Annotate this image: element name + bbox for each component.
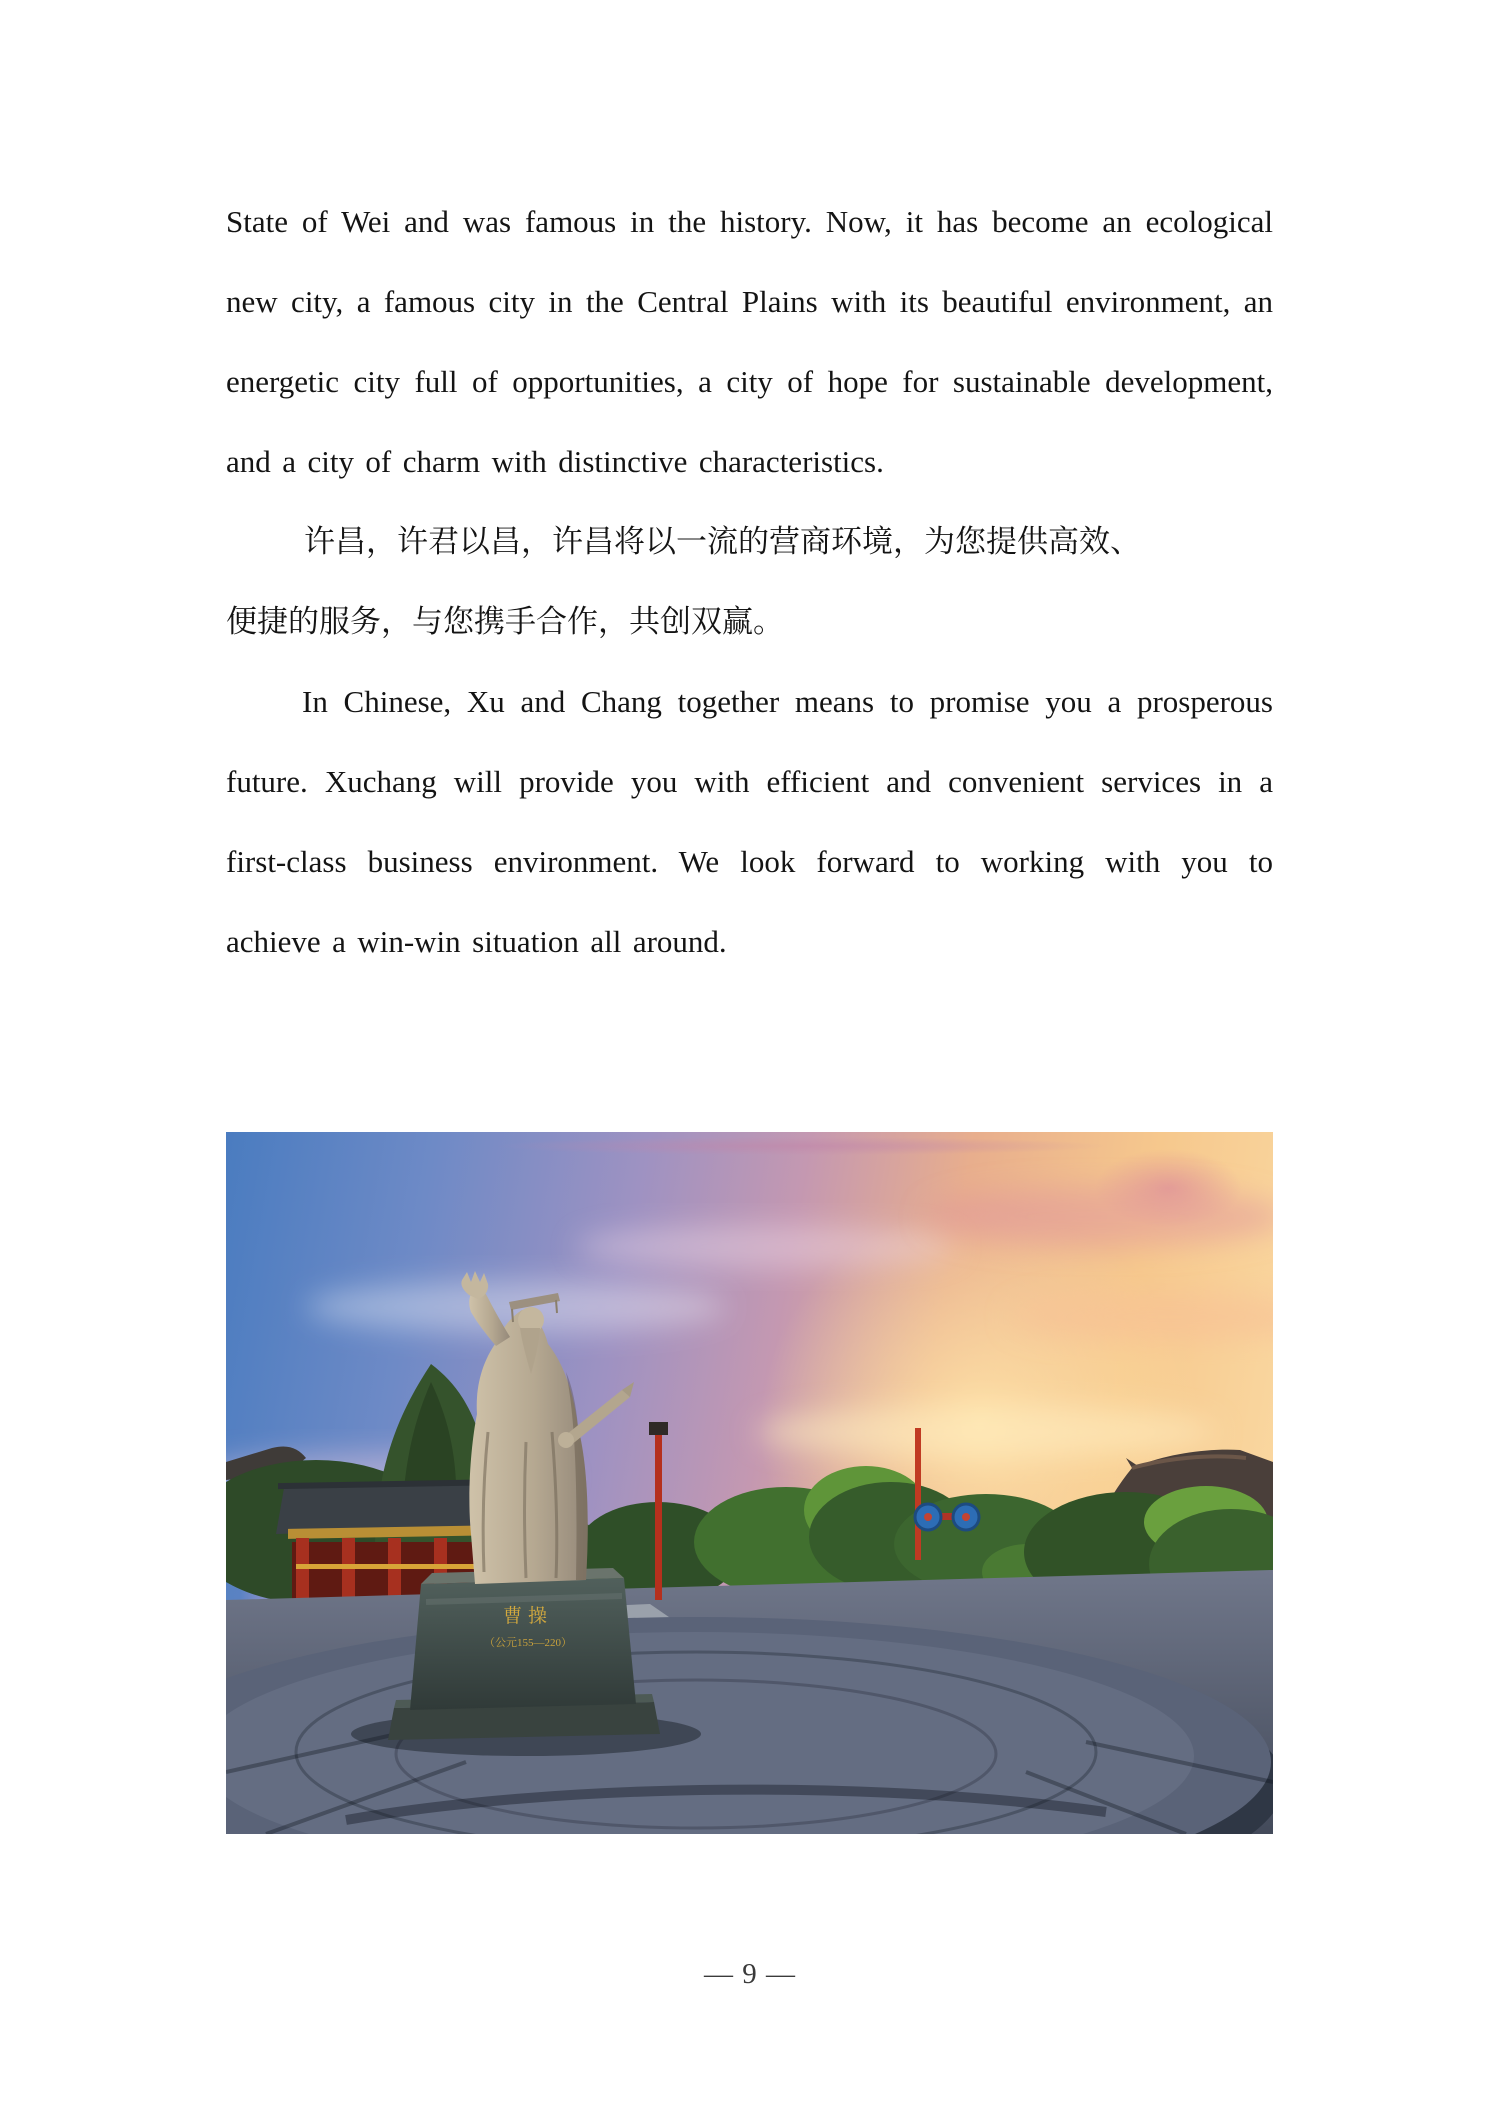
page-number: — 9 — — [704, 1958, 796, 1990]
pedestal-inscription-dates: （公元155—220） — [484, 1637, 572, 1649]
statue-photo — [226, 1132, 1273, 1834]
plaza — [226, 1570, 1273, 1834]
paragraph-chinese-line-2: 便捷的服务，与您携手合作，共创双赢。 — [226, 604, 784, 639]
paragraph-english-1: State of Wei and was famous in the history. Now, it has become an ecological new city, a famous city in the Central Plains with its beautiful environment, an energetic city full of opportunities, a city of hope for sustainable development, and a city of charm with distinctive characteristics. — [226, 204, 1273, 479]
statue-photo-scene — [226, 1132, 1273, 1834]
clouds — [226, 1187, 1273, 1501]
pedestal-inscription-name: 曹操 — [502, 1606, 554, 1627]
paragraph-english-2: In Chinese, Xu and Chang together means to promise you a prosperous future. Xuchang will provide you with efficient and convenient services in a first-class business environment. We look forward to working with you to achieve a win-win situation all around. — [226, 684, 1273, 959]
text-block — [226, 182, 1273, 982]
red-pole — [915, 1428, 921, 1560]
paragraph-chinese-line-1: 许昌，许君以昌，许昌将以一流的营商环境，为您提供高效、 — [304, 524, 1141, 559]
